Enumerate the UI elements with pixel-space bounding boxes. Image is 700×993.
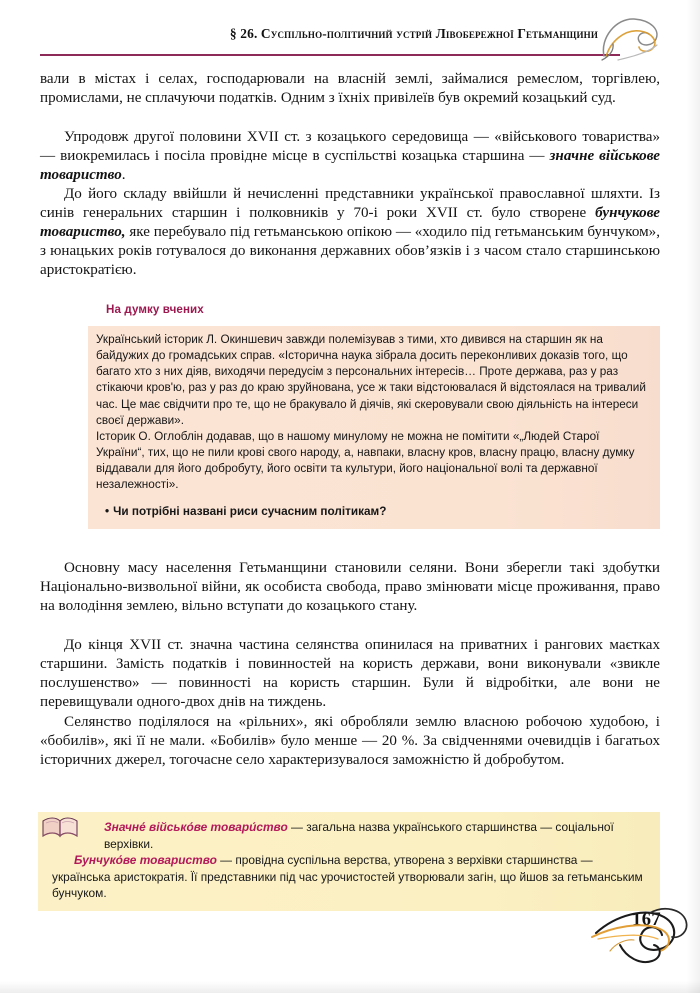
paragraph-block-6 (40, 713, 660, 770)
scholars-question (96, 504, 646, 520)
body-paragraph: Селянство поділялося на «рільних», які обробляли землю власною робочою худобою, і «бобилів», які її не мали. «Бобилів» було менше — 20 %. За свідченнями очевидців і багатьох історичних джерел, тогочасне село характеризувалося заможністю й добробутом. (40, 714, 660, 769)
page-header (40, 26, 660, 60)
paragraph-block-2 (40, 128, 660, 185)
glossary-term: Значне́ військо́ве товари́ство (104, 820, 288, 834)
page-bottom-shadow (0, 981, 700, 993)
question-text: Чи потрібні названі риси сучасним політикам? (113, 504, 387, 518)
swirl-ornament-icon (596, 12, 666, 64)
inline-term: значне військове товариство (40, 148, 660, 184)
inline-term: бунчукове товариство, (40, 205, 660, 241)
glossary-box (38, 812, 660, 911)
scholars-box-heading: На думку вчених (106, 303, 204, 316)
page-edge-shadow (686, 0, 700, 993)
glossary-definition: — загальна назва українського старшинства — соціальної верхівки. (104, 820, 614, 851)
bullet-icon: • (105, 504, 110, 518)
body-paragraph: Основну масу населення Гетьманщини становили селяни. Вони зберегли такі здобутки Національно-визвольної війни, як особиста свобода, право змінювати місце проживання, право на володіння землею, вільно вступати до козацького стану. (40, 560, 660, 615)
paragraph-block-1 (40, 70, 660, 108)
open-book-icon (40, 814, 80, 840)
scholars-paragraph: Історик О. Оглоблін додавав, що в нашому минулому не можна не помітити «„Людей Старої України“, тих, що не пили крові свого народу, а, навпаки, власну кров, власну працю, власну думку віддавали для його добробуту, його освіти та культури, його національної волі та державної незалежності». (96, 429, 635, 492)
paragraph-block-4 (40, 559, 660, 616)
glossary-entry-2 (52, 852, 646, 902)
glossary-entry-1 (52, 819, 646, 852)
body-paragraph: До кінця XVII ст. значна частина селянства опинилася на приватних і рангових маєтках старшини. Замість податків і повинностей на користь держави, вони виконували «звикле послушенство» — повинності на користь старшин. Були й відробітки, але вони не перевищували одного-двох днів на тиждень. (40, 637, 660, 711)
paragraph-text: До його складу ввійшли й нечисленні представники української православної шляхти. Із синів генеральних старшин і полковників у 70-і роки XVII ст. було створене (40, 186, 660, 222)
body-paragraph: вали в містах і селах, господарювали на власній землі, займалися ремеслом, торгівлею, промислами, не сплачуючи податків. Одним з їхніх привілеїв був окремий козацький суд. (40, 71, 660, 107)
glossary-definition: — провідна суспільна верства, утворена з верхівки старшинства — українська аристократія. Її представники під час урочистостей утворювали загін, що йшов за гетьманським бунчуком. (52, 853, 643, 901)
scholars-paragraph: Український історик Л. Окиншевич завжди полемізував з тими, хто дивився на старшин як на байдужих до громадських справ. «Історична наука зібрала досить переконливих доказів того, що багато хто з них діяв, виходячи передусім з персональних інтересів… Проте держава, раз у раз стікаючи кров'ю, раз у раз до краю зруйнована, усе ж таки відстоювалася й відстоялася на тривалий час. Це має свідчити про те, що не бракувало й діячів, які скеровували свою діяльність на інтереси своєї держави». (96, 333, 646, 427)
paragraph-text: . (121, 167, 126, 184)
glossary-term: Бунчуко́ве товариство (74, 853, 217, 868)
header-rule (40, 54, 620, 56)
scholars-opinion-box (88, 326, 660, 529)
paragraph-text: Упродовж другої половини XVII ст. з козацького середовища — «військового товариства» — виокремилась і посіла провідне місце в суспільстві козацька старшина — (40, 129, 660, 165)
paragraph-block-5 (40, 636, 660, 712)
swirl-ornament-icon (590, 893, 698, 979)
page-number: 167 (632, 910, 661, 930)
paragraph-text: яке перебувало під гетьманською опікою — «ходило під гетьманським бунчуком», з юнацьких років готувалося до виконання державних обов’язків і з часом стало старшинською аристократією. (40, 224, 660, 279)
page-title: § 26. Суспільно-політичний устрій Лівобережної Гетьманщини (229, 26, 598, 41)
body-paragraph (40, 185, 660, 280)
body-paragraph (40, 128, 660, 185)
paragraph-block-3 (40, 185, 660, 280)
